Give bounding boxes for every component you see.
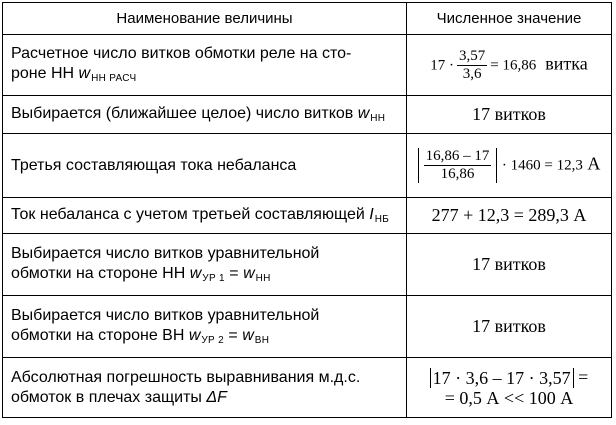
variable: ΔF [206,388,227,406]
row-name-line: Расчетное число витков обмотки реле на сто- [11,45,352,62]
variable: w [188,326,201,344]
row-name-line: обмотки на стороне ВН [11,326,189,344]
equals-sign: = [573,366,589,387]
row-name-line: роне НН [11,65,79,82]
row-value: 277 + 12,3 = 289,3 А [407,198,612,234]
row-value [407,35,612,96]
fraction [424,148,492,183]
header-value: Численное значение [407,3,612,35]
table-row [3,134,612,198]
row-value [407,358,612,418]
value-unit: витка [545,53,588,74]
variable: w [243,264,255,282]
value-result: = 0,5 А << 100 А [444,388,574,409]
variable-subscript: НН РАСЧ [91,73,137,84]
table-row [3,296,612,358]
table-row [3,198,612,234]
variable-subscript: УР 1 [202,272,225,284]
variable-subscript: НБ [374,213,390,225]
value-prefix: 17 · [430,57,455,74]
absolute-value [418,148,498,183]
row-name: Третья составляющая тока небаланса [3,134,407,198]
value-unit: А [587,153,601,174]
row-name-line: Выбирается (ближайшее целое) число витков [11,104,358,122]
table-row [3,234,612,296]
row-value: 17 витков [407,234,612,296]
row-name-line: Выбирается число витков уравнительной [11,306,320,324]
row-name [3,96,407,134]
fraction-numerator: 16,86 – 17 [425,148,490,164]
table-row [3,358,612,418]
row-name [3,35,407,96]
variable: I [369,205,374,223]
variable-subscript: НН [370,112,386,124]
row-name-line: обмотки на стороне НН [11,264,190,282]
variable: w [78,65,91,82]
row-value: 17 витков [407,296,612,358]
absolute-value [430,368,574,388]
row-name [3,234,407,296]
row-name-line: обмоток в плечах защиты [11,388,207,406]
table-row [3,96,612,134]
variable-subscript: НН [255,272,271,284]
row-name [3,198,407,234]
variable: w [189,264,202,282]
fraction-denominator: 16,86 [440,166,475,182]
row-value: 17 витков [407,96,612,134]
calculation-table [2,2,612,418]
variable-subscript: ВН [254,334,270,346]
abs-expression: 17 · 3,6 – 17 · 3,57 [432,368,571,389]
row-name [3,296,407,358]
value-result: = 16,86 [490,57,537,74]
fraction-numerator: 3,57 [459,47,486,64]
fraction-denominator: 3,6 [462,65,482,82]
row-name [3,358,407,418]
header-name: Наименование величины [3,3,407,35]
row-name-line: Ток небаланса с учетом третьей составляющей [11,205,370,223]
row-value [407,134,612,198]
value-result: · 1460 = 12,3 [501,157,583,174]
row-name-line: Абсолютная погрешность выравнивания м.д.с. [11,368,361,386]
fraction [457,48,487,83]
variable: w [242,326,254,344]
row-name-line: Выбирается число витков уравнительной [11,244,320,262]
equals-sign: = [224,264,244,282]
variable-subscript: УР 2 [201,334,224,346]
table-row [3,35,612,96]
equals-sign: = [223,326,243,344]
table-header-row [3,3,612,35]
variable: w [357,104,370,122]
